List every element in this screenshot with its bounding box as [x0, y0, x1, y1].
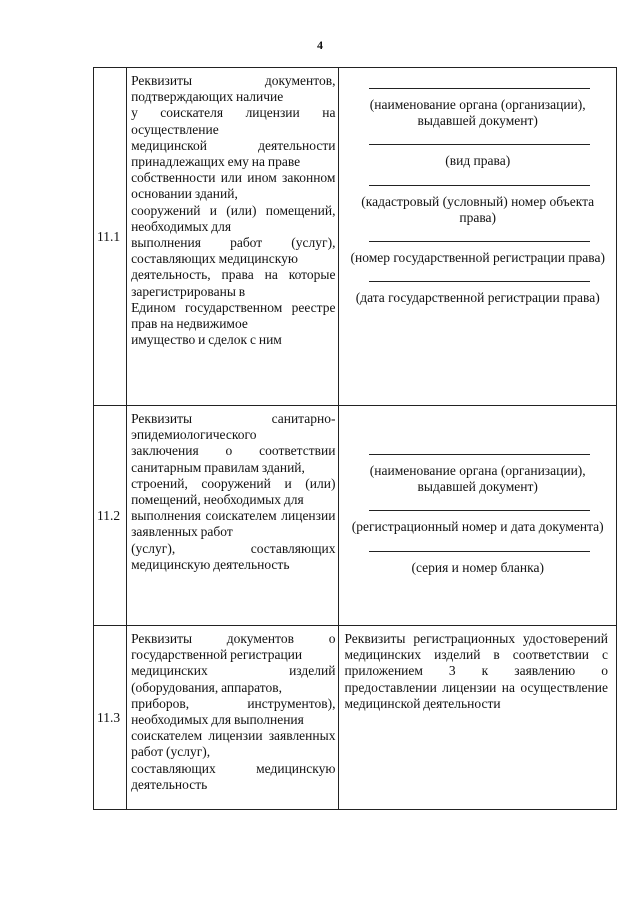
description-line: Реквизиты документов, подтверждающих наличие: [131, 73, 336, 105]
field-caption: (дата государственной регистрации права): [355, 290, 600, 306]
description-line: строений, сооружений и (или) помещений, необходимых для: [131, 475, 336, 508]
requisites-table: [93, 67, 617, 810]
description-line: составляющих медицинскую деятельность: [131, 760, 336, 792]
value-text: Реквизиты регистрационных удостоверений медицинских изделий в соответствии с приложением 3 к заявлению о предоставлении лицензии на осуществление медицинской деятельности: [344, 631, 608, 711]
blank-field[interactable]: [347, 185, 608, 226]
row-value: [339, 626, 617, 810]
description-line: приборов, инструментов), необходимых для выполнения: [131, 695, 336, 728]
description-line: сооружений и (или) помещений, необходимых для: [131, 202, 336, 234]
table-row: [94, 406, 617, 626]
row-description: [127, 406, 339, 626]
blank-field[interactable]: [347, 144, 608, 169]
row-number: 11.3: [94, 626, 127, 810]
field-caption: (серия и номер бланка): [411, 559, 544, 575]
description-line: имущество и сделок с ним: [131, 332, 282, 348]
blank-field[interactable]: [347, 551, 608, 576]
description-line: Реквизиты документов о государственной регистрации: [131, 631, 336, 663]
description-line: заключения о соответствии санитарным правилам зданий,: [131, 443, 336, 475]
description-line: Реквизиты санитарно-эпидемиологического: [131, 411, 336, 443]
field-caption: (наименование органа (организации), выдавшей документ): [369, 97, 586, 129]
field-caption: (кадастровый (условный) номер объекта права): [361, 193, 595, 225]
table-row: [94, 626, 617, 810]
row-number: 11.2: [94, 406, 127, 626]
description-line: Едином государственном реестре прав на недвижимое: [131, 299, 336, 332]
blank-field[interactable]: [347, 88, 608, 129]
description-line: выполнения соискателем лицензии заявленных работ: [131, 508, 336, 540]
blank-field[interactable]: [347, 281, 608, 306]
row-value: [339, 68, 617, 406]
blank-field[interactable]: [347, 510, 608, 535]
field-caption: (вид права): [445, 153, 511, 169]
description-line: деятельность, права на которые зарегистрированы в: [131, 267, 336, 299]
description-line: собственности или ином законном основании зданий,: [131, 170, 336, 202]
description-line: соискателем лицензии заявленных работ (услуг),: [131, 728, 336, 760]
field-caption: (регистрационный номер и дата документа): [351, 519, 604, 535]
field-caption: (номер государственной регистрации права): [350, 250, 605, 266]
blank-field[interactable]: [347, 241, 608, 266]
blank-field[interactable]: [347, 454, 608, 495]
table-row: [94, 68, 617, 406]
description-line: медицинской деятельности принадлежащих ему на праве: [131, 137, 336, 170]
row-value: [339, 406, 617, 626]
row-description: [127, 626, 339, 810]
field-caption: (наименование органа (организации), выдавшей документ): [369, 463, 586, 495]
description-line: выполнения работ (услуг), составляющих медицинскую: [131, 235, 336, 267]
row-number: 11.1: [94, 68, 127, 406]
description-line: у соискателя лицензии на осуществление: [131, 105, 336, 137]
row-description: [127, 68, 339, 406]
description-line: (услуг), составляющих медицинскую деятельность: [131, 540, 336, 572]
page-number: 4: [317, 38, 323, 52]
description-line: медицинских изделий (оборудования, аппаратов,: [131, 663, 336, 695]
